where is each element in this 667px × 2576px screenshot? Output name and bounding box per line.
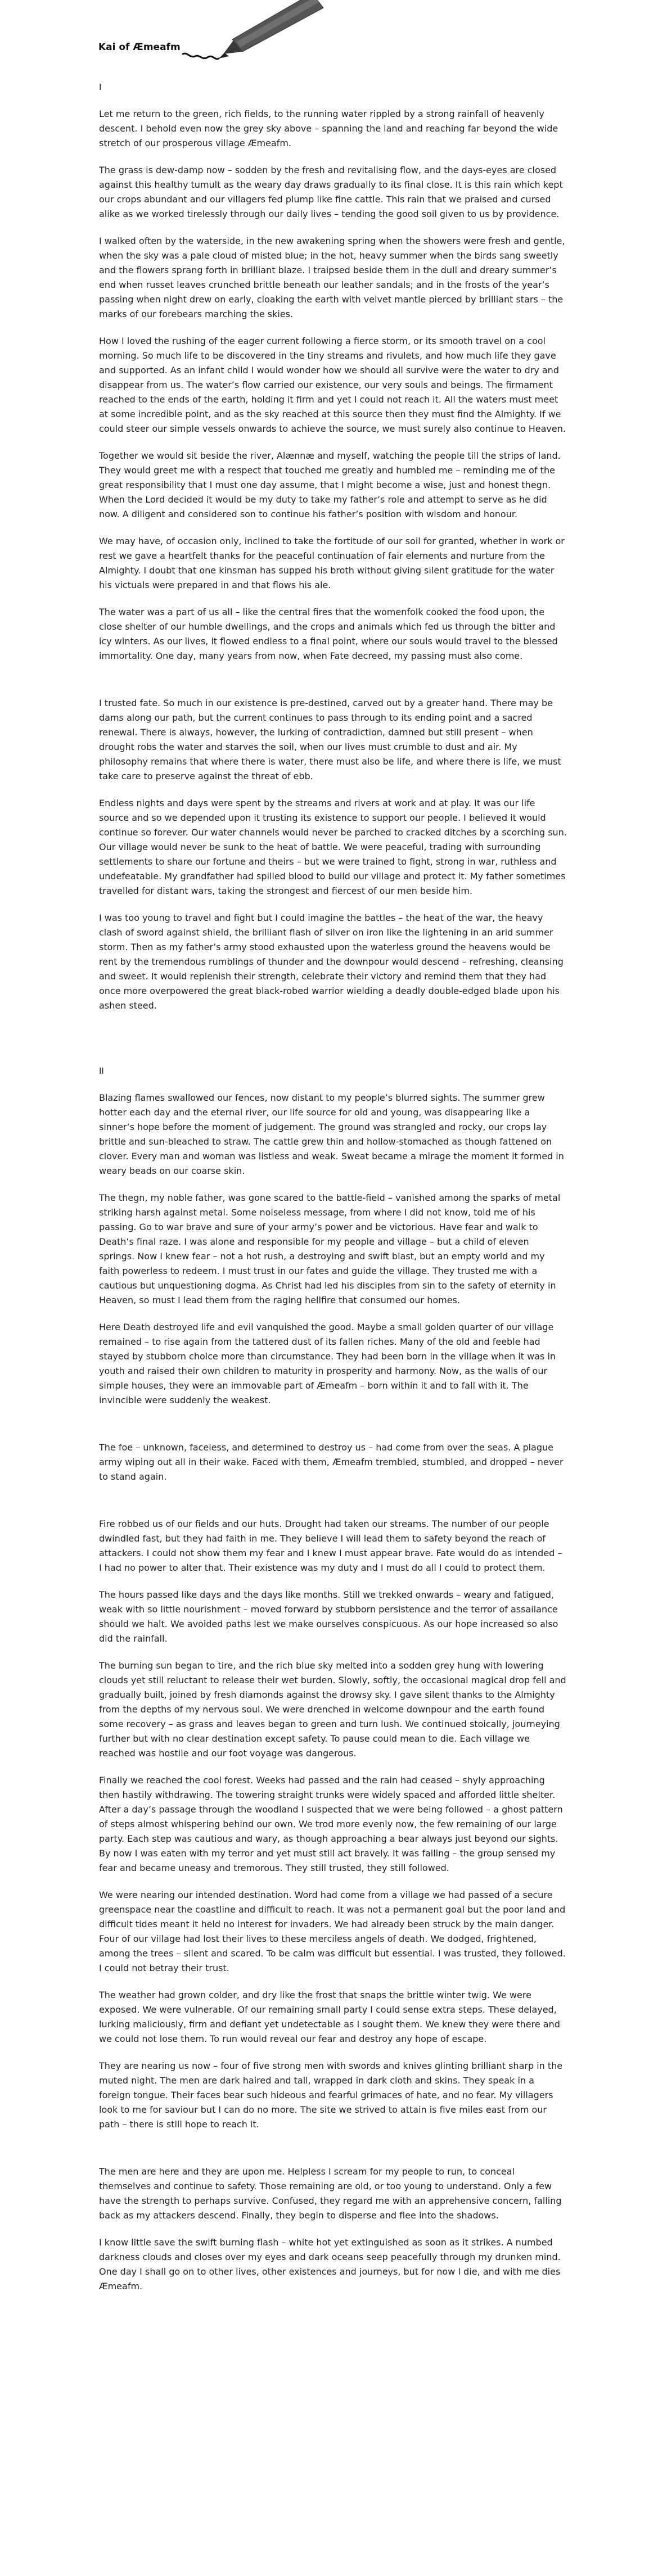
paragraph: Here Death destroyed life and evil vanquished the good. Maybe a small golden quarter of our village remained – to rise again from the tattered dust of its fallen riches. Many of the old and feeble had stayed by stubborn choice more than circumstance. They had been born in the village when it was in youth and raised their own children to maturity in prosperity and harmony. Now, as the walls of our simple houses, they were an immovable part of Æmeafm – born within it and to fall with it. The invincible were suddenly the weakest. [99, 1322, 556, 1405]
section-2c [99, 1517, 567, 2132]
paragraph: I know little save the swift burning flash – white hot yet extinguished as soon as it strikes. A numbed darkness clouds and closes over my eyes and dark oceans seep peacefully through my drunken mind. One day I shall go on to other lives, other existences and journeys, but for now I die, and with me dies Æmeafm. [99, 2237, 561, 2292]
paragraph: The burning sun began to tire, and the rich blue sky melted into a sodden grey hung with lowering clouds yet still reluctant to release their wet burden. Slowly, softly, the occasional magical drop fell and gradually built, joined by fresh diamonds against the drowsy sky. I gave silent thanks to the Almighty from the depths of my nervous soul. We were drenched in welcome downpour and the earth found some recovery – as grass and leaves began to green and turn lush. We continued stoically, journeying further but with no clear destination except safety. To pause could mean to die. Each village we reached was hostile and our foot voyage was dangerous. [99, 1660, 566, 1759]
section-number: I [99, 82, 102, 92]
paragraph: The foe – unknown, faceless, and determined to destroy us – had come from over the seas. A plague army wiping out all in their wake. Faced with them, Æmeafm trembled, stumbled, and dropped – never to stand again. [99, 1442, 564, 1482]
section-number: II [99, 1066, 104, 1076]
paragraph: Together we would sit beside the river, Alænnæ and myself, watching the people till the strips of land. They would greet me with a respect that touched me greatly and humbled me – reminding me of the great responsibility that I must one day assume, that I might become a wise, just and honest thegn. When the Lord decided it would be my duty to take my father’s role and attempt to serve as he did now. A diligent and considered son to continue his father’s position with wisdom and honour. [99, 450, 561, 519]
section-break [99, 1025, 567, 1046]
page-title: Kai of Æmeafm [98, 42, 181, 53]
section-break [99, 2144, 567, 2164]
paragraph: I was too young to travel and fight but I could imagine the battles – the heat of the war, the heavy clash of sword against shield, the brilliant flash of silver on iron like the lightening in an arid summer storm. Then as my father’s army stood exhausted upon the waterless ground the heavens would be rent by the tremendous rumblings of thunder and the downpour would descend – refreshing, cleansing and sweet. It would replenish their strength, celebrate their victory and remind them that they had once more overpowered the great black-robed warrior wielding a deadly double-edged blade upon his ashen steed. [99, 912, 564, 1011]
paragraph: Fire robbed us of our fields and our huts. Drought had taken our streams. The number of our people dwindled fast, but they had faith in me. They believe I will lead them to safety beyond the reach of attackers. I could not show them my fear and I knew I must appear brave. Fate would do as intended – I had no power to alter that. Their existence was my duty and I must do all I could to protect them. [99, 1519, 562, 1573]
paragraph: We may have, of occasion only, inclined to take the fortitude of our soil for granted, whether in work or rest we gave a heartfelt thanks for the peaceful continuation of fair elements and nurture from the Almighty. I doubt that one kinsman has supped his broth without giving silent gratitude for the water his victuals were prepared in and that flows his ale. [99, 536, 565, 590]
paragraph: How I loved the rushing of the eager current following a fierce storm, or its smooth travel on a cool morning. So much life to be discovered in the tiny streams and rivulets, and how much life they gave and supported. As an infant child I would wonder how we should all survive were the water to dry and disappear from us. The water’s flow carried our existence, our very souls and beings. The firmament reached to the ends of the earth, holding it firm and yet I could not reach it. All the waters must meet at some incredible point, and as the sky reached at this source then they must find the Almighty. If we could steer our simple vessels onwards to achieve the source, we must surely also continue to Heaven. [99, 336, 566, 434]
section-2b [99, 1440, 567, 1484]
section-1b [99, 696, 567, 1013]
paragraph: I trusted fate. So much in our existence is pre-destined, carved out by a greater hand. There may be dams along our path, but the current continues to pass through to its ending point and a sacred renewal. There is always, however, the lurking of contradiction, damned but still present – when drought robs the water and starves the soil, when our lives must crumble to dust and air. My philosophy remains that where there is water, there must also be life, and where there is life, we must take care to preserve against the threat of ebb. [99, 698, 561, 781]
paragraph: Blazing flames swallowed our fences, now distant to my people’s blurred sights. The summer grew hotter each day and the eternal river, our life source for old and young, was disappearing like a sinner’s hope before the moment of judgement. The ground was strangled and rocky, our crops lay brittle and sun-bleached to straw. The cattle grew thin and hollow-stomached as though fattened on clover. Every man and woman was listless and weak. Sweat became a mirage the moment it formed in weary beads on our coarse skin. [99, 1092, 564, 1176]
section-2 [99, 1066, 567, 1408]
section-break [99, 1497, 567, 1517]
section-break [99, 1420, 567, 1440]
paragraph: They are nearing us now – four of five strong men with swords and knives glinting brilliant sharp in the muted night. The men are dark haired and tall, wrapped in dark cloth and skins. They speak in a foreign tongue. Their faces bear such hideous and fearful grimaces of hate, and no fear. My villagers look to me for saviour but I can do no more. The site we strived to attain is five miles east from our path – there is still hope to reach it. [99, 2060, 563, 2130]
fountain-pen-icon [98, 0, 357, 67]
paragraph: Endless nights and days were spent by the streams and rivers at work and at play. It was our life source and so we depended upon it trusting its existence to support our people. I believed it would continue so forever. Our water channels would never be parched to cracked ditches by a scorching sun. Our village would never be sunk to the heat of battle. We were peaceful, trading with surrounding settlements to share our fortune and theirs – but we were trained to fight, strong in war, ruthless and undefeatable. My grandfather had spilled blood to build our village and protect it. My father sometimes travelled for distant wars, taking the strongest and fiercest of our men beside him. [99, 798, 567, 896]
story-body [99, 82, 567, 2306]
paragraph: The men are here and they are upon me. Helpless I scream for my people to run, to conceal themselves and continue to safety. Those remaining are old, or too young to understand. Only a few have the strength to perhaps survive. Confused, they regard me with an apprehensive concern, falling back as my attackers descend. Finally, they begin to disperse and flee into the shadows. [99, 2166, 562, 2221]
paragraph: Finally we reached the cool forest. Weeks had passed and the rain had ceased – shyly approaching then hastily withdrawing. The towering straight trunks were widely spaced and afforded little shelter. After a day’s passage through the woodland I suspected that we were being followed – a ghost pattern of steps almost whispering behind our own. We trod more evenly now, the few remaining of our large party. Each step was cautious and wary, as though approaching a bear always just beyond our sights. By now I was eaten with my terror and yet must still act bravely. It was failing – the group sensed my fear and became uneasy and tremorous. They still trusted, they still followed. [99, 1775, 563, 1873]
paragraph: The thegn, my noble father, was gone scared to the battle-field – vanished among the sparks of metal striking harsh against metal. Some noiseless message, from where I did not know, told me of his passing. Go to war brave and sure of your army’s power and be victorious. Have fear and walk to Death’s final raze. I was alone and responsible for my people and village – but a child of eleven springs. Now I knew fear – not a hot rush, a destroying and swift blast, but an empty world and my faith powerless to redeem. I must trust in our fates and guide the village. They trusted me with a cautious but unquestioning dogma. As Christ had led his disciples from sin to the safety of eternity in Heaven, so must I lead them from the raging hellfire that consumed our homes. [99, 1192, 561, 1305]
header [98, 0, 357, 67]
paragraph: Let me return to the green, rich fields, to the running water rippled by a strong rainfall of heavenly descent. I behold even now the grey sky above – spanning the land and reaching far beyond the wide stretch of our prosperous village Æmeafm. [99, 109, 558, 148]
section-2d [99, 2164, 567, 2294]
paragraph: The weather had grown colder, and dry like the frost that snaps the brittle winter twig. We were exposed. We were vulnerable. Of our remaining small party I could sense extra steps. These delayed, lurking maliciously, firm and defiant yet undetectable as I sought them. We knew they were there and we could not lose them. To run would reveal our fear and destroy any hope of escape. [99, 1990, 560, 2044]
paragraph: I walked often by the waterside, in the new awakening spring when the showers were fresh and gentle, when the sky was a pale cloud of misted blue; in the hot, heavy summer when the birds sang sweetly and the flowers sprang forth in brilliant blaze. I traipsed beside them in the dull and dreary summer’s end when russet leaves crunched brittle beneath our leather sandals; and in the frosts of the year’s passing when night drew on early, cloaking the earth with velvet mantle pierced by brilliant stars – the marks of our forebears marching the skies. [99, 236, 565, 319]
paragraph: The water was a part of us all – like the central fires that the womenfolk cooked the food upon, the close shelter of our humble dwellings, and the crops and animals which fed us through the bitter and icy winters. As our lives, it flowed endless to a final point, where our souls would travel to the blessed immortality. One day, many years from now, when Fate decreed, my passing must also come. [99, 607, 558, 661]
section-break [99, 676, 567, 696]
paragraph: The hours passed like days and the days like months. Still we trekked onwards – weary and fatigued, weak with so little nourishment – moved forward by stubborn persistence and the terror of assailance should we halt. We avoided paths lest we make ourselves conspicuous. As our hope increased so also did the rainfall. [99, 1589, 558, 1644]
paragraph: The grass is dew-damp now – sodden by the fresh and revitalising flow, and the days-eyes are closed against this healthy tumult as the weary day draws gradually to its final close. It is this rain which kept our crops abundant and our villagers fed plump like fine cattle. This rain that we praised and cursed alike as we worked tirelessly through our daily lives – tending the good soil given to us by providence. [99, 165, 563, 219]
paragraph: We were nearing our intended destination. Word had come from a village we had passed of a secure greenspace near the coastline and difficult to reach. It was not a permanent goal but the poor land and difficult tides meant it held no interest for invaders. We had already been struck by the main danger. Four of our village had lost their lives to these merciless angels of death. We dodged, frightened, among the trees – silent and scared. To be calm was difficult but essential. I was trusted, they followed. I could not betray their trust. [99, 1890, 566, 1973]
section-1 [99, 82, 567, 663]
section-break [99, 1046, 567, 1066]
